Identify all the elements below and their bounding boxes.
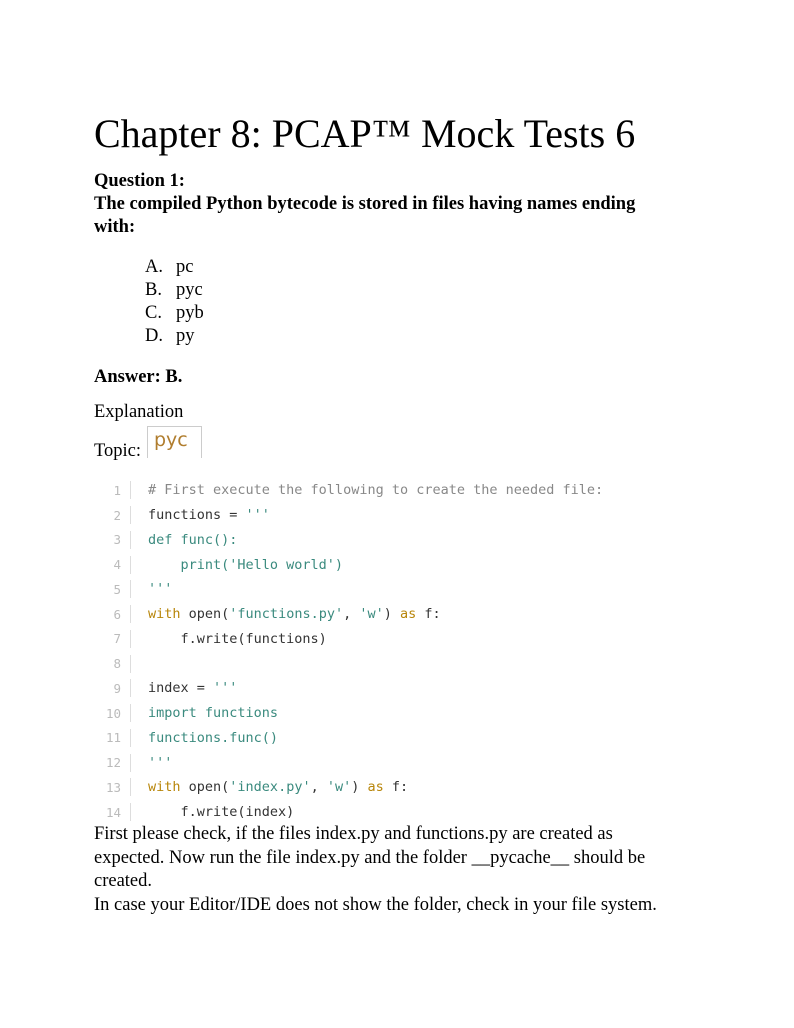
- code-line: [95, 503, 603, 528]
- line-number: 10: [105, 705, 121, 721]
- code-text: [148, 779, 408, 795]
- code-token-kw: with: [148, 606, 181, 623]
- line-number: 4: [113, 557, 121, 573]
- code-token-str: 'w': [326, 779, 352, 796]
- code-text: [148, 804, 294, 820]
- option-text: py: [176, 326, 195, 346]
- code-token-str: functions.func(): [148, 729, 279, 746]
- code-line: [95, 602, 603, 627]
- code-text: [148, 507, 270, 523]
- option-letter: D.: [145, 326, 163, 346]
- line-number: 11: [105, 730, 121, 746]
- chapter-title: Chapter 8: PCAP™ Mock Tests 6: [94, 111, 636, 156]
- code-token-str: ''': [245, 507, 270, 524]
- code-line: [95, 577, 603, 602]
- line-number: 3: [113, 532, 121, 548]
- code-token-str: ''': [213, 680, 238, 697]
- code-text: [148, 606, 441, 622]
- option-letter: B.: [145, 280, 162, 300]
- option-text: pc: [176, 257, 194, 277]
- option-b: [145, 280, 203, 301]
- code-line: [95, 651, 603, 676]
- code-line: [95, 478, 603, 503]
- code-token-plain: open(: [180, 779, 230, 796]
- code-line: [95, 701, 603, 726]
- line-number: 7: [113, 631, 121, 647]
- code-token-plain: ,: [343, 606, 360, 623]
- code-token-str: def func():: [148, 531, 238, 548]
- code-line: [95, 552, 603, 577]
- code-token-str: import functions: [148, 705, 279, 722]
- code-token-str: ''': [148, 754, 173, 771]
- code-token-plain: ): [383, 606, 401, 623]
- code-token-str: print('Hello world'): [148, 556, 344, 573]
- line-number: 13: [105, 779, 121, 795]
- gutter-divider: [130, 580, 131, 598]
- paragraph-line: created.: [94, 871, 153, 891]
- explanation-label: Explanation: [94, 402, 184, 422]
- option-d: [145, 326, 195, 347]
- code-line: [95, 627, 603, 652]
- code-token-plain: f.write(functions): [148, 630, 327, 647]
- gutter-divider: [130, 556, 131, 574]
- topic-image-text: pyc: [154, 429, 188, 451]
- option-a: [145, 257, 193, 278]
- question-text: The compiled Python bytecode is stored in files having names ending: [94, 194, 636, 214]
- code-line: [95, 750, 603, 775]
- code-token-plain: f.write(index): [148, 804, 295, 821]
- code-text: [148, 730, 278, 746]
- gutter-divider: [130, 754, 131, 772]
- topic-label: Topic:: [94, 441, 141, 461]
- gutter-divider: [130, 481, 131, 499]
- code-block: [95, 478, 603, 825]
- answer: Answer: B.: [94, 367, 183, 387]
- option-text: pyb: [176, 303, 204, 323]
- line-number: 1: [113, 482, 121, 498]
- paragraph-line: First please check, if the files index.py and functions.py are created as: [94, 824, 613, 844]
- code-text: [148, 631, 327, 647]
- code-token-plain: index =: [148, 680, 214, 697]
- code-token-plain: functions =: [148, 507, 246, 524]
- code-token-plain: f:: [383, 779, 409, 796]
- code-token-str: 'functions.py': [229, 606, 344, 623]
- paragraph-line: In case your Editor/IDE does not show the folder, check in your file system.: [94, 894, 657, 915]
- line-number: 12: [105, 755, 121, 771]
- code-text: [148, 482, 603, 498]
- code-text: [148, 532, 237, 548]
- code-token-plain: open(: [180, 606, 230, 623]
- code-text: [148, 680, 237, 696]
- code-text: [148, 705, 278, 721]
- gutter-divider: [130, 803, 131, 821]
- topic-image: [147, 426, 202, 458]
- code-line: [95, 800, 603, 825]
- option-letter: C.: [145, 303, 162, 323]
- line-number: 9: [113, 680, 121, 696]
- code-token-str: ''': [148, 581, 173, 598]
- code-line: [95, 726, 603, 751]
- code-token-kw: with: [148, 779, 181, 796]
- question-text-cont: with:: [94, 217, 136, 237]
- gutter-divider: [130, 704, 131, 722]
- line-number: 8: [113, 656, 121, 672]
- gutter-divider: [130, 655, 131, 673]
- gutter-divider: [130, 729, 131, 747]
- code-token-plain: ,: [310, 779, 327, 796]
- code-token-kw: as: [367, 779, 384, 796]
- code-line: [95, 775, 603, 800]
- line-number: 2: [113, 507, 121, 523]
- line-number: 6: [113, 606, 121, 622]
- code-token-plain: f:: [416, 606, 441, 623]
- code-token-str: 'index.py': [229, 779, 311, 796]
- question-label: Question 1:: [94, 171, 185, 191]
- gutter-divider: [130, 506, 131, 524]
- gutter-divider: [130, 630, 131, 648]
- code-line: [95, 676, 603, 701]
- gutter-divider: [130, 605, 131, 623]
- line-number: 5: [113, 581, 121, 597]
- code-text: [148, 755, 172, 771]
- code-line: [95, 528, 603, 553]
- gutter-divider: [130, 679, 131, 697]
- gutter-divider: [130, 531, 131, 549]
- code-token-kw: as: [400, 606, 417, 623]
- line-number: 14: [105, 804, 121, 820]
- code-text: [148, 581, 172, 597]
- option-text: pyc: [176, 280, 203, 300]
- code-token-plain: ): [351, 779, 368, 796]
- paragraph-line: expected. Now run the file index.py and the folder __pycache__ should be: [94, 847, 646, 868]
- option-c: [145, 303, 204, 324]
- code-text: [148, 557, 343, 573]
- gutter-divider: [130, 778, 131, 796]
- code-token-str: 'w': [359, 606, 384, 623]
- option-letter: A.: [145, 257, 163, 277]
- code-token-comment: # First execute the following to create the needed file:: [148, 482, 604, 499]
